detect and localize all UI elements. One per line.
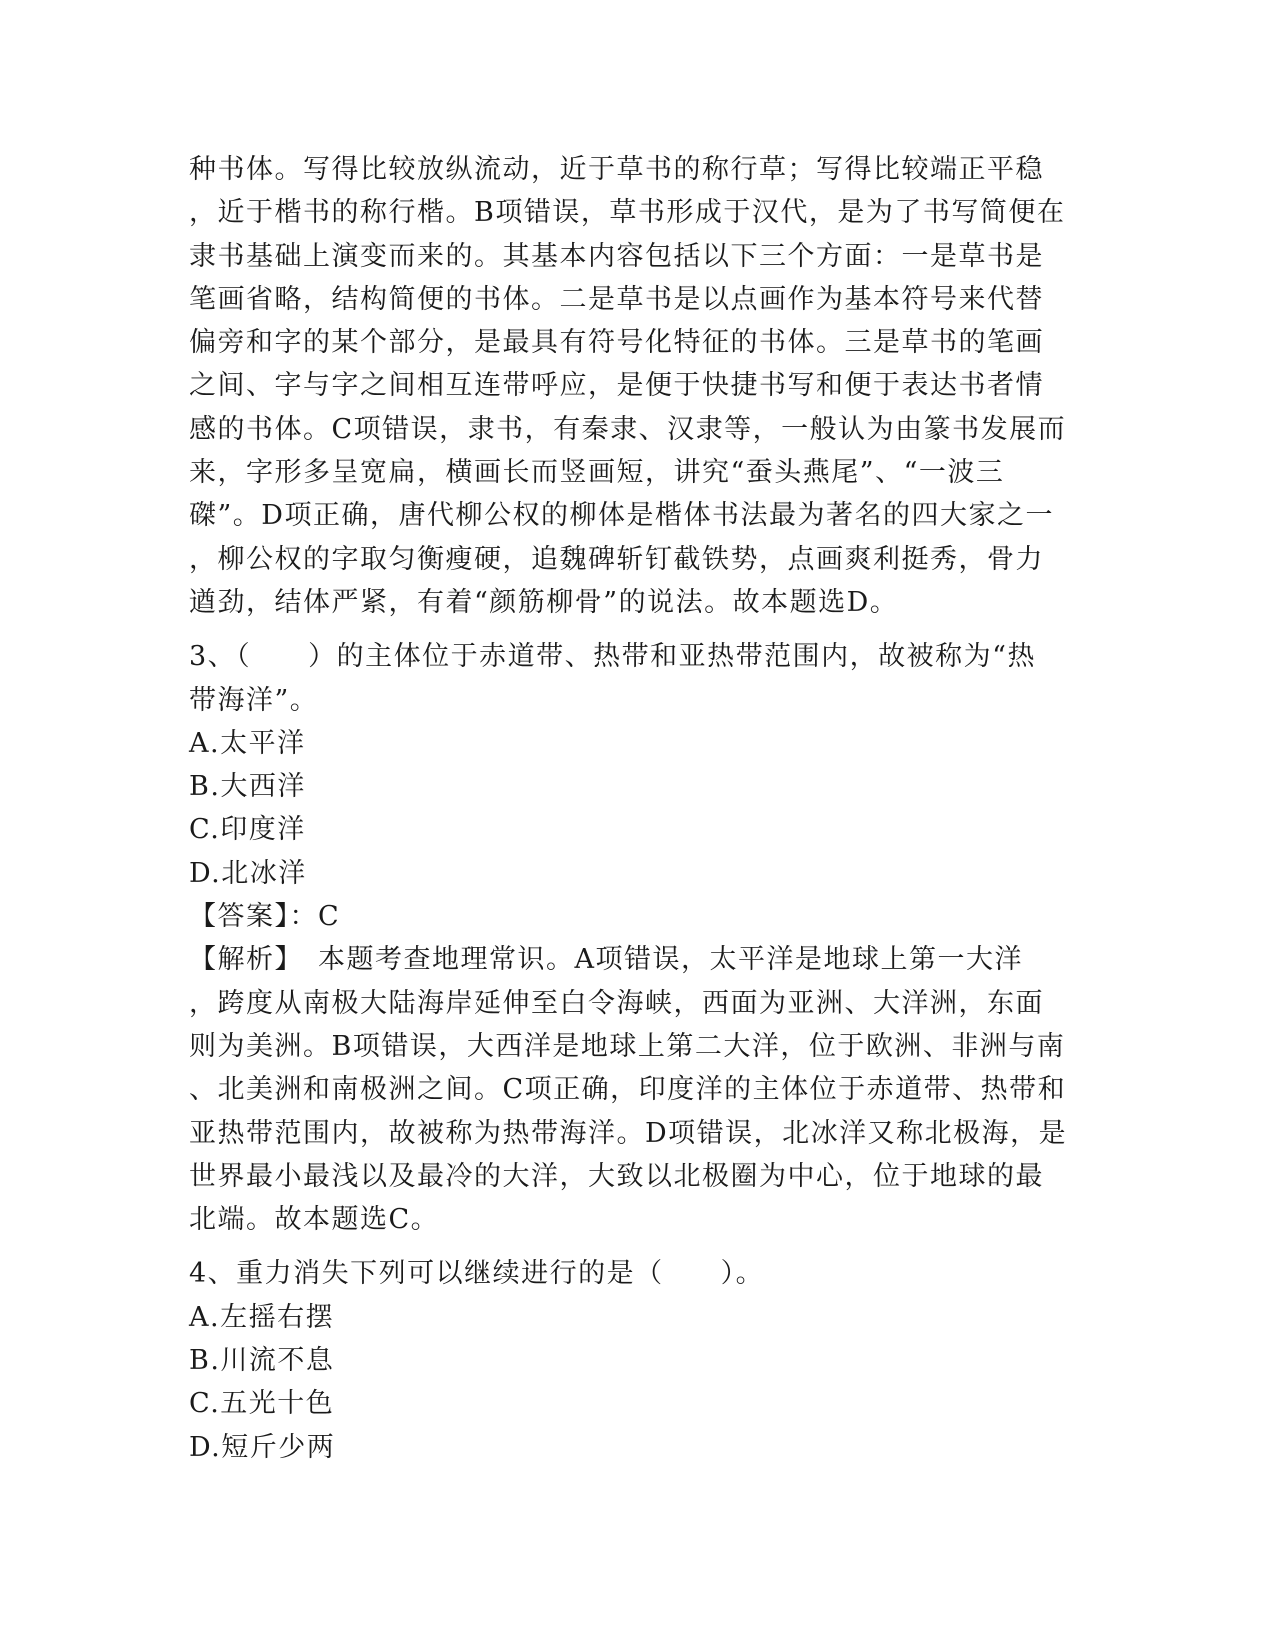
- explanation-line: ，跨度从南极大陆海岸延伸至白令海峡，西面为亚洲、大洋洲，东面: [189, 987, 1044, 1019]
- text-line: 隶书基础上演变而来的。其基本内容包括以下三个方面：一是草书是: [189, 240, 1044, 272]
- explanation-line: 则为美洲。B项错误，大西洋是地球上第二大洋，位于欧洲、非洲与南: [189, 1030, 1066, 1062]
- question-stem: 4、重力消失下列可以继续进行的是（ ）。: [189, 1258, 765, 1290]
- question-3: [189, 635, 1089, 1241]
- text-line: 遒劲，结体严紧，有着“颜筋柳骨”的说法。故本题选D。: [189, 586, 899, 618]
- explanation-line: 北端。故本题选C。: [189, 1204, 440, 1236]
- option-a: A.左摇右摆: [189, 1301, 335, 1333]
- option-c: C.五光十色: [189, 1388, 335, 1420]
- text-line: 之间、字与字之间相互连带呼应，是便于快捷书写和便于表达书者情: [189, 370, 1044, 402]
- answer-line: 【答案】：C: [189, 901, 341, 933]
- text-line: 笔画省略，结构简便的书体。二是草书是以点画作为基本符号来代替: [189, 283, 1044, 315]
- text-line: 来，字形多呈宽扁，横画长而竖画短，讲究“蚕头燕尾”、“一波三: [189, 457, 1005, 489]
- text-line: 感的书体。C项错误，隶书，有秦隶、汉隶等，一般认为由篆书发展而: [189, 413, 1067, 445]
- option-c: C.印度洋: [189, 814, 306, 846]
- option-d: D.短斤少两: [189, 1431, 336, 1463]
- document-page: [189, 148, 1089, 1469]
- explanation-line: 亚热带范围内，故被称为热带海洋。D项错误，北冰洋又称北极海，是: [189, 1117, 1068, 1149]
- explanation-line: 、北美洲和南极洲之间。C项正确，印度洋的主体位于赤道带、热带和: [189, 1074, 1067, 1106]
- text-line: 偏旁和字的某个部分，是最具有符号化特征的书体。三是草书的笔画: [189, 327, 1044, 359]
- question-4: [189, 1252, 1089, 1468]
- explanation-line: 【解析】 本题考查地理常识。A项错误，太平洋是地球上第一大洋: [189, 944, 1023, 976]
- text-line: ，近于楷书的称行楷。B项错误，草书形成于汉代，是为了书写简便在: [189, 197, 1066, 229]
- explanation-line: 世界最小最浅以及最冷的大洋，大致以北极圈为中心，位于地球的最: [189, 1160, 1044, 1192]
- option-b: B.大西洋: [189, 771, 306, 803]
- text-line: 种书体。写得比较放纵流动，近于草书的称行草；写得比较端正平稳: [189, 154, 1044, 185]
- text-line: ，柳公权的字取匀衡瘦硬，追魏碑斩钉截铁势，点画爽利挺秀，骨力: [189, 543, 1044, 575]
- question-stem: 带海洋”。: [189, 684, 319, 716]
- option-d: D.北冰洋: [189, 857, 307, 889]
- option-b: B.川流不息: [189, 1345, 335, 1377]
- text-line: 磔”。D项正确，唐代柳公权的柳体是楷体书法最为著名的四大家之一: [189, 500, 1054, 532]
- option-a: A.太平洋: [189, 727, 306, 759]
- prev-explanation-block: [189, 148, 1089, 624]
- question-stem: 3、（ ）的主体位于赤道带、热带和亚热带范围内，故被称为“热: [189, 641, 1036, 673]
